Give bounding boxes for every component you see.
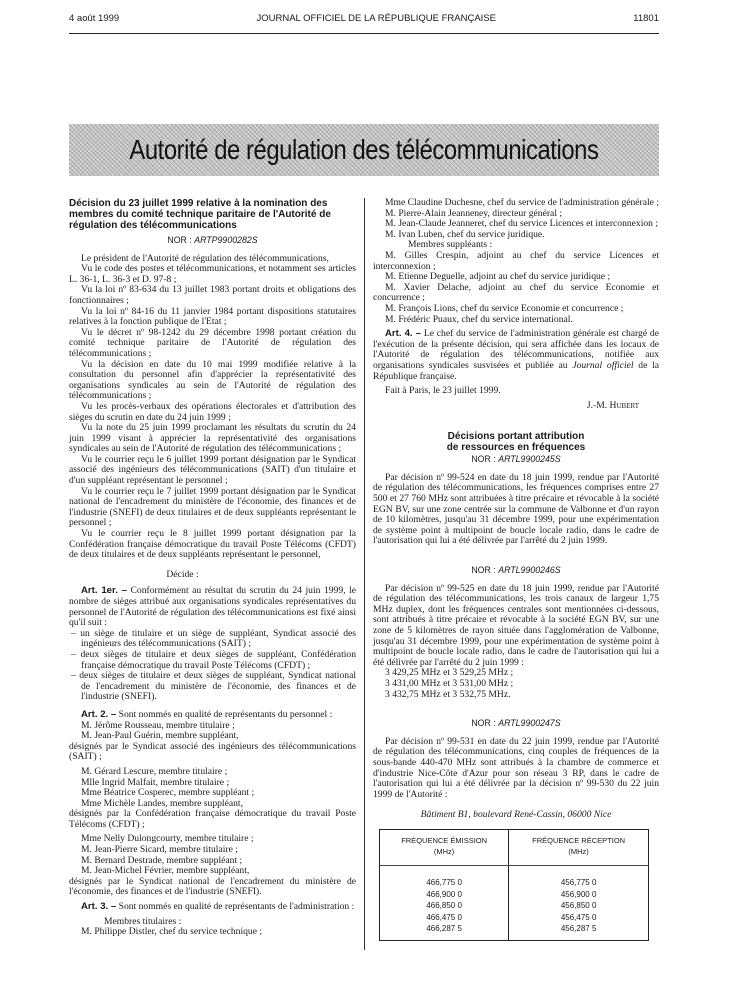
article-label: Art. 1er. –: [81, 585, 127, 597]
nor-label: NOR :: [471, 565, 496, 576]
nor-reference: [373, 718, 659, 729]
table-row: [380, 889, 649, 901]
page-number: 11801: [633, 12, 659, 24]
designation: désignés par la Confédération française démocratique du travail Poste Télécoms (CFDT) ;: [69, 808, 356, 830]
done-at: Fait à Paris, le 23 juillet 1999.: [385, 385, 501, 397]
member: M. Gilles Crespin, adjoint au chef du service Licences et interconnexion ;: [373, 249, 659, 272]
frequency-line: 3 432,75 MHz et 3 532,75 MHz.: [385, 688, 511, 700]
preamble-line: Vu le décret nº 98-1242 du 29 décembre 1998 portant création du comité technique paritaire de l'Autorité de régulation des télécommunications ;: [69, 326, 356, 359]
section-title: Autorité de régulation des télécommunications: [129, 134, 599, 165]
column-header: [509, 829, 649, 865]
table-cell: 466,900 0: [380, 889, 509, 901]
table-cell: 466,850 0: [380, 900, 509, 912]
table-cell: 456,475 0: [509, 912, 649, 924]
table-row: [380, 912, 649, 924]
decision-text: Par décision nº 99-524 en date du 18 juin 1999, rendue par l'Autorité de régulation des télécommunications, les fréquences comprises entre 27 500 et 27 760 MHz sont attribuées à titre précaire et révocable à la société EGN BV, sur une zone centrée sur la commune de Valbonne et d'un rayon de 10 kilomètres, jusqu'au 31 décembre 1999, pour une expérimentation de système point à multipoint de boucle locale radio, dans le cadre de l'autorisation qui lui a été délivrée par l'arrêté du 2 juin 1999.: [373, 471, 659, 547]
article-text: Sont nommés en qualité de représentants du personnel :: [118, 708, 333, 720]
list-item: – un siège de titulaire et un siège de suppléant, Syndicat associé des ingénieurs des télécommunications (SAIT) ;: [71, 627, 356, 650]
column-header-unit: (MHz): [433, 846, 455, 856]
nor-code: ARTL9900246S: [498, 565, 561, 576]
preamble-line: Vu le courrier reçu le 7 juillet 1999 portant désignation par le Syndicat national de l'encadrement du ministère de l'économie, des finances et de l'industrie (SNEFI) de deux titulaires et de deux suppléants représentant le personnel ;: [69, 485, 356, 529]
article-text: Le chef du service de l'administration générale est chargé de l'exécution de la présente décision, qui sera affichée dans les locaux de l'Autorité de régulation des télécommunications, notifiée aux organisations syndicales susvisées et publiée au: [373, 328, 659, 371]
nor-reference: [69, 235, 356, 246]
list-item: – deux sièges de titulaire et deux sièges de suppléant, Confédération française démocratique du travail Poste Télécoms (CFDT) ;: [71, 648, 356, 671]
issue-date: 4 août 1999: [69, 12, 120, 24]
column-header-unit: (MHz): [568, 846, 589, 856]
table-header-row: [380, 829, 649, 865]
member: Mme Michèle Landes, membre suppléant,: [81, 797, 243, 809]
nor-code: ARTL9900245S: [498, 454, 561, 465]
table-row: [380, 923, 649, 940]
location-caption: Bâtiment B1, boulevard René-Cassin, 06000 Nice: [420, 809, 612, 821]
member: M. Jean-Michel Février, membre suppléant,: [81, 865, 250, 877]
journal-name: Journal officiel: [572, 359, 634, 371]
nor-code: ARTP9900282S: [194, 235, 258, 245]
decision-title: Décision du 23 juillet 1999 relative à la nomination des membres du comité technique paritaire de l'Autorité de régulation des télécommunications: [69, 198, 331, 231]
article-2: [69, 710, 356, 721]
table-cell: 456,850 0: [509, 900, 649, 912]
decision-text: Par décision nº 99-531 en date du 22 juin 1999, rendue par l'Autorité de régulation des télécommunications, cinq couples de fréquences de la sous-bande 440-470 MHz sont attribués à la chambre de commerce et d'industrie Nice-Côte d'Azur pour son réseau 3 RP, dans le cadre de l'autorisation qui lui a été délivrée par la décision nº 99-530 du 22 juin 1999 de l'Autorité :: [373, 735, 659, 800]
article-4: [373, 329, 659, 382]
header-rule: [69, 33, 659, 34]
member: Mlle Ingrid Malfait, membre titulaire ;: [81, 776, 230, 788]
member: M. Xavier Delache, adjoint au chef du service Economie et concurrence ;: [373, 281, 659, 304]
preamble-line: Vu la loi nº 84-16 du 11 janvier 1984 portant dispositions statutaires relatives à la fonction publique de l'Etat ;: [69, 305, 356, 328]
nor-reference: [373, 454, 659, 465]
nor-reference: [373, 565, 659, 576]
article-1: [69, 586, 356, 628]
member: Mme Nelly Dulongcourty, membre titulaire ;: [81, 833, 254, 845]
preamble-line: Vu le code des postes et télécommunications, et notamment ses articles L. 36-1, L. 36-3 et D. 97-8 ;: [69, 263, 356, 285]
member: M. François Lions, chef du service Economie et concurrence ;: [385, 302, 624, 314]
column-header-title: FRÉQUENCE ÉMISSION: [401, 835, 488, 845]
decision-text: Par décision nº 99-525 en date du 18 juin 1999, rendue par l'Autorité de régulation des télécommunications, les trois canaux de largeur 1,75 MHz duplex, dont les fréquences centrales sont mentionnées ci-dessous, sont attribués à titre précaire et révocable à la société EGN BV, sur une zone de 5 kilomètres de rayon située dans l'agglomération de Valbonne, jusqu'au 31 décembre 1999, pour une expérimentation de système point à multipoint de boucle locale radio, dans le cadre de l'autorisation qui lui a été délivrée par l'arrêté du 2 juin 1999 :: [373, 582, 659, 668]
article-label: Art. 3. –: [81, 901, 117, 913]
frequency-table: [379, 829, 649, 941]
article-text: Sont nommés en qualité de représentants de l'administration :: [118, 901, 355, 913]
member: M. Philippe Distler, chef du service technique ;: [81, 926, 263, 938]
preamble-line: Vu la décision en date du 10 mai 1999 modifiée relative à la consultation du personnel afin d'apprécier la représentativité des organisations syndicales au sein de l'Autorité de régulation des télécommunications ;: [69, 358, 356, 402]
preamble-line: Vu les procès-verbaux des opérations électorales et d'attribution des sièges du scrutin en date du 24 juin 1999 ;: [69, 400, 356, 423]
member: M. Bernard Destrade, membre suppléant ;: [81, 854, 243, 866]
member: Mme Claudine Duchesne, chef du service de l'administration générale ;: [385, 197, 659, 208]
table-cell: 466,775 0: [380, 866, 509, 889]
member: M. Gérard Lescure, membre titulaire ;: [81, 765, 228, 777]
nor-code: ARTL9900247S: [498, 718, 561, 729]
table-cell: 456,287 5: [509, 923, 649, 940]
preamble-line: Vu la note du 25 juin 1999 proclamant les résultats du scrutin du 24 juin 1999 visant à apprécier la représentativité des organisations syndicales au sein de l'Autorité de régulation des télécommunications ;: [69, 422, 356, 455]
article-label: Art. 2. –: [81, 708, 117, 720]
nor-label: NOR :: [471, 718, 496, 729]
left-column: [69, 198, 356, 938]
column-header-title: FRÉQUENCE RÉCEPTION: [532, 835, 626, 845]
subheading: Membres suppléants :: [408, 239, 493, 251]
member: M. Jean-Paul Guérin, membre suppléant,: [81, 730, 239, 742]
article-text: de la République française.: [373, 359, 660, 382]
member: M. Etienne Deguelle, adjoint au chef du service juridique ;: [385, 271, 611, 283]
right-column: [373, 198, 659, 941]
member: M. Jérôme Rousseau, membre titulaire ;: [81, 719, 235, 731]
table-row: [380, 866, 649, 889]
designation: désignés par le Syndicat national de l'encadrement du ministère de l'économie, des finances et de l'industrie (SNEFI).: [69, 875, 356, 898]
decisions-title: [373, 431, 659, 453]
article-3: [69, 902, 356, 913]
table-cell: 466,287 5: [380, 923, 509, 940]
decide-label: Décide :: [166, 568, 199, 580]
member: M. Frédéric Puaux, chef du service international.: [385, 313, 573, 325]
member: M. Jean-Pierre Sicard, membre titulaire ;: [81, 844, 238, 856]
member: M. Pierre-Alain Jeanneney, directeur général ;: [385, 207, 563, 219]
article-text: Conformément au résultat du scrutin du 24 juin 1999, le nombre de sièges attribué aux organisations syndicales représentatives du personnel de l'Autorité de régulation des télécommunications est fixé ainsi qu'il suit :: [69, 585, 356, 629]
member: Mme Béatrice Cosperec, membre suppléant ;: [81, 787, 255, 799]
section-banner: [69, 124, 659, 176]
frequency-line: 3 431,00 MHz et 3 531,00 MHz ;: [385, 677, 514, 689]
column-header: [380, 829, 509, 865]
column-divider: [364, 198, 365, 950]
preamble-line: Le président de l'Autorité de régulation des télécommunications,: [81, 252, 329, 264]
running-head: [69, 8, 659, 28]
table-cell: 456,900 0: [509, 889, 649, 901]
list-item: – deux sièges de titulaire et deux sièges de suppléant, Syndicat national de l'encadrement du ministère de l'économie, des finances et de l'industrie (SNEFI).: [71, 670, 356, 703]
table-row: [380, 900, 649, 912]
table-cell: 466,475 0: [380, 912, 509, 924]
preamble-line: Vu le courrier reçu le 6 juillet 1999 portant désignation par le Syndicat associé des ingénieurs des télécommunications (SAIT) d'un titulaire et d'un suppléant représentant le personnel ;: [69, 453, 356, 487]
subheading: Membres titulaires :: [104, 915, 182, 927]
nor-label: NOR :: [471, 454, 496, 465]
journal-title: JOURNAL OFFICIEL DE LA RÉPUBLIQUE FRANÇAISE: [256, 12, 496, 24]
preamble-line: Vu la loi nº 83-634 du 13 juillet 1983 portant droits et obligations des fonctionnaires ;: [69, 284, 356, 306]
preamble-line: Vu le courrier reçu le 8 juillet 1999 portant désignation par la Confédération française démocratique du travail Poste Télécoms (CFDT) de deux titulaires et de deux suppléants représentant le personnel,: [69, 528, 356, 561]
member: M. Ivan Luben, chef du service juridique.: [385, 228, 545, 240]
nor-label: NOR :: [167, 235, 192, 245]
designation: désignés par le Syndicat associé des ingénieurs des télécommunications (SAIT) ;: [69, 740, 356, 763]
table-cell: 456,775 0: [509, 866, 649, 889]
signature: J.-M. Hubert: [586, 399, 639, 411]
member: M. Jean-Claude Jeanneret, chef du service Licences et interconnexion ;: [385, 218, 659, 230]
decisions-title-line: Décisions portant attribution: [447, 431, 585, 443]
article-label: Art. 4. –: [385, 328, 422, 340]
decisions-title-line: de ressources en fréquences: [446, 442, 586, 454]
frequency-line: 3 429,25 MHz et 3 529,25 MHz ;: [385, 667, 514, 679]
